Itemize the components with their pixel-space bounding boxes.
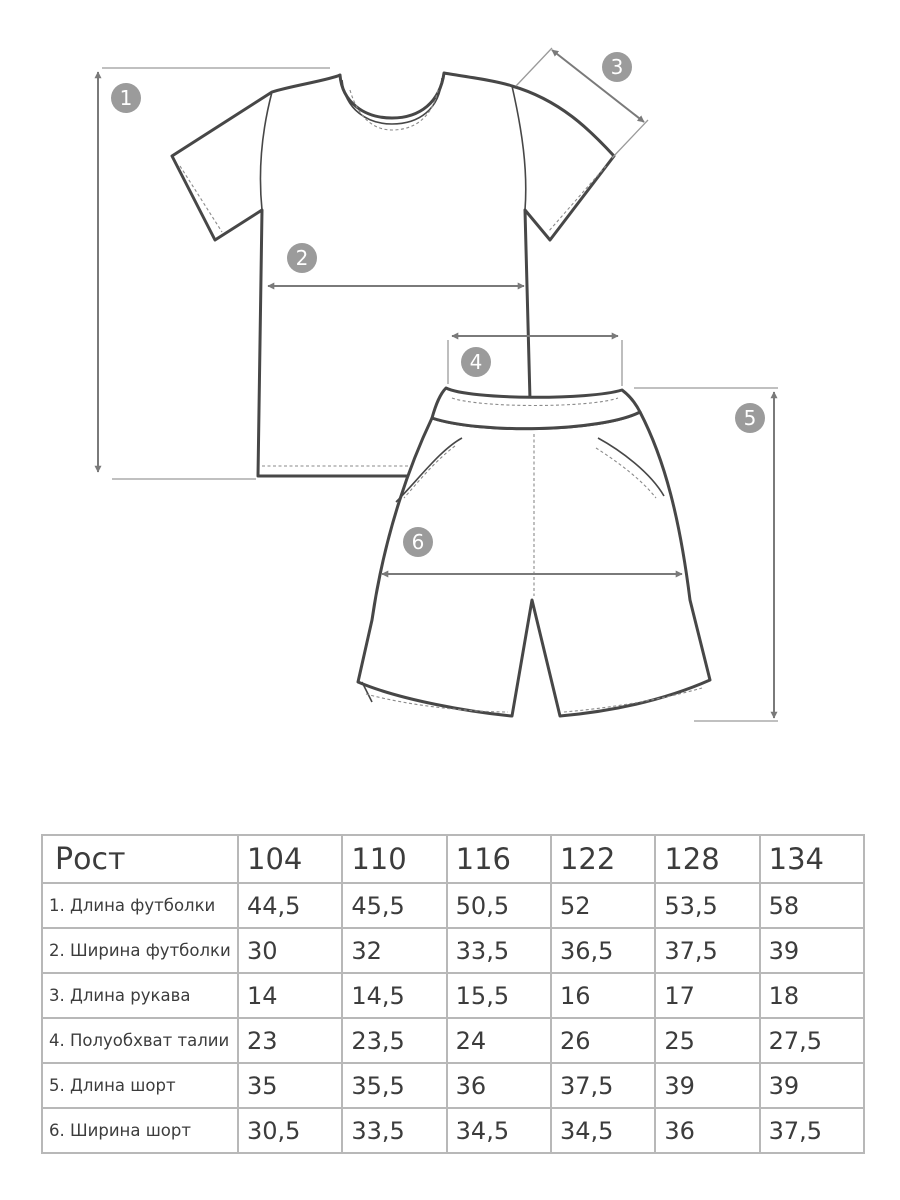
- svg-text:4: 4: [469, 350, 483, 374]
- value-cell: 36: [447, 1063, 551, 1108]
- value-cell: 39: [760, 1063, 864, 1108]
- row-label: 2. Ширина футболки: [42, 928, 238, 973]
- size-chart-table: [41, 834, 865, 1154]
- value-cell: 33,5: [342, 1108, 446, 1153]
- badge-4: [461, 347, 491, 377]
- badge-1: [111, 83, 141, 113]
- table-row: [42, 1108, 864, 1153]
- value-cell: 35,5: [342, 1063, 446, 1108]
- size-cell: 116: [447, 835, 551, 883]
- value-cell: 34,5: [447, 1108, 551, 1153]
- value-cell: 58: [760, 883, 864, 928]
- value-cell: 14,5: [342, 973, 446, 1018]
- size-cell: 110: [342, 835, 446, 883]
- table-row: [42, 1063, 864, 1108]
- table-row: [42, 973, 864, 1018]
- value-cell: 30: [238, 928, 342, 973]
- badge-2: [287, 243, 317, 273]
- value-cell: 30,5: [238, 1108, 342, 1153]
- size-cell: 122: [551, 835, 655, 883]
- value-cell: 39: [760, 928, 864, 973]
- table-row: [42, 928, 864, 973]
- row-label: 6. Ширина шорт: [42, 1108, 238, 1153]
- size-cell: 104: [238, 835, 342, 883]
- svg-text:3: 3: [610, 55, 624, 79]
- value-cell: 50,5: [447, 883, 551, 928]
- row-label: 3. Длина рукава: [42, 973, 238, 1018]
- value-cell: 37,5: [551, 1063, 655, 1108]
- badge-5: [735, 403, 765, 433]
- badge-6: [403, 527, 433, 557]
- svg-text:2: 2: [295, 246, 309, 270]
- value-cell: 34,5: [551, 1108, 655, 1153]
- value-cell: 18: [760, 973, 864, 1018]
- svg-text:1: 1: [119, 86, 133, 110]
- value-cell: 36: [655, 1108, 759, 1153]
- row-label: 1. Длина футболки: [42, 883, 238, 928]
- value-cell: 44,5: [238, 883, 342, 928]
- table-row: [42, 883, 864, 928]
- value-cell: 27,5: [760, 1018, 864, 1063]
- svg-text:6: 6: [411, 530, 425, 554]
- value-cell: 14: [238, 973, 342, 1018]
- value-cell: 17: [655, 973, 759, 1018]
- value-cell: 37,5: [655, 928, 759, 973]
- size-cell: 128: [655, 835, 759, 883]
- value-cell: 39: [655, 1063, 759, 1108]
- header-label: Рост: [42, 835, 238, 883]
- value-cell: 26: [551, 1018, 655, 1063]
- value-cell: 16: [551, 973, 655, 1018]
- value-cell: 23,5: [342, 1018, 446, 1063]
- row-label: 4. Полуобхват талии: [42, 1018, 238, 1063]
- value-cell: 53,5: [655, 883, 759, 928]
- shorts-waistband: [432, 388, 640, 429]
- size-header-row: [42, 835, 864, 883]
- value-cell: 33,5: [447, 928, 551, 973]
- svg-text:5: 5: [743, 406, 757, 430]
- row-label: 5. Длина шорт: [42, 1063, 238, 1108]
- value-cell: 23: [238, 1018, 342, 1063]
- table-row: [42, 1018, 864, 1063]
- value-cell: 36,5: [551, 928, 655, 973]
- value-cell: 37,5: [760, 1108, 864, 1153]
- value-cell: 24: [447, 1018, 551, 1063]
- value-cell: 32: [342, 928, 446, 973]
- value-cell: 35: [238, 1063, 342, 1108]
- value-cell: 15,5: [447, 973, 551, 1018]
- value-cell: 45,5: [342, 883, 446, 928]
- badge-3: [602, 52, 632, 82]
- value-cell: 25: [655, 1018, 759, 1063]
- size-cell: 134: [760, 835, 864, 883]
- value-cell: 52: [551, 883, 655, 928]
